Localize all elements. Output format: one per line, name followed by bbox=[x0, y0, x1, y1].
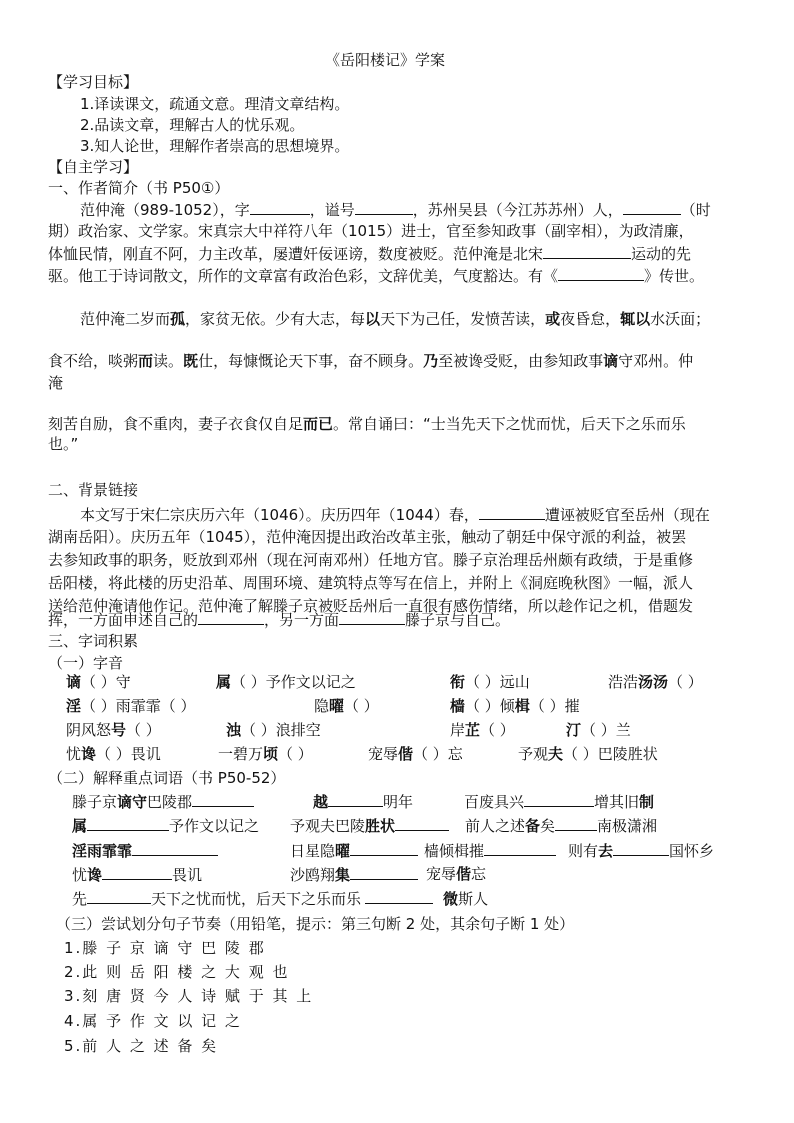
author-line-3: 体恤民情，刚直不阿，力主改革，屡遭奸佞诬谤，数度被贬。范仲淹是北宋 运动的先 bbox=[48, 245, 692, 263]
pron-item: 浩浩汤汤（ ） bbox=[608, 673, 703, 691]
pron-item: 属（ ）予作文以记之 bbox=[216, 673, 356, 691]
pron-item: 衔（ ）远山 bbox=[450, 673, 530, 691]
pronunciation-heading: （一）字音 bbox=[48, 654, 124, 672]
background-line-1: 本文写于宋仁宗庆历六年（1046）。庆历四年（1044）春， 遭诬被贬官至岳州（现在 bbox=[80, 506, 710, 524]
blank-movement[interactable] bbox=[543, 243, 631, 259]
vocab-item: 越 明年 bbox=[313, 793, 414, 811]
rhythm-item: 1.滕 子 京 谪 守 巴 陵 郡 bbox=[64, 939, 266, 957]
rhythm-heading: （三）尝试划分句子节奏（用铅笔，提示：第三句断 2 处，其余句子断 1 处） bbox=[56, 915, 575, 933]
rhythm-item: 3.刻 唐 贤 今 人 诗 赋 于 其 上 bbox=[64, 987, 314, 1005]
author-line-4: 驱。他工于诗词散文，所作的文章富有政治色彩，文辞优美，气度豁达。有《 》传世。 bbox=[48, 267, 705, 285]
goals-heading: 【学习目标】 bbox=[48, 73, 139, 91]
story-line-5: 也。” bbox=[48, 435, 79, 453]
section1-heading: 一、作者简介（书 P50①） bbox=[48, 179, 230, 197]
pron-item: 岸芷（ ） bbox=[450, 721, 515, 739]
blank-courtesy-name[interactable] bbox=[250, 199, 310, 215]
story-line-2: 食不给，啖粥而读。既仕，每慷慨论天下事，奋不顾身。乃至被谗受贬，由参知政事谪守邓州。仲 bbox=[48, 352, 694, 370]
pron-item: 淫（ ）雨霏霏（ ） bbox=[66, 697, 196, 715]
vocab-item: 滕子京谪守巴陵郡 bbox=[72, 791, 254, 812]
blank-vocab[interactable] bbox=[102, 864, 172, 880]
blank-vocab[interactable] bbox=[524, 791, 594, 807]
goal-item: 1.译读课文，疏通文意。理清文章结构。 bbox=[80, 95, 350, 113]
rhythm-item: 4.属 予 作 文 以 记 之 bbox=[64, 1012, 242, 1030]
section3-heading: 三、字词积累 bbox=[48, 632, 139, 650]
vocab-item: 百废具兴 增其旧制 bbox=[464, 793, 655, 811]
self-study-heading: 【自主学习】 bbox=[48, 158, 139, 176]
blank-vocab[interactable] bbox=[350, 840, 418, 856]
vocab-item: 宠辱偕忘 bbox=[426, 865, 487, 883]
page-title: 《岳阳楼记》学案 bbox=[325, 51, 446, 69]
rhythm-item: 5.前 人 之 述 备 矣 bbox=[64, 1037, 219, 1055]
blank-aspiration[interactable] bbox=[198, 609, 264, 625]
blank-vocab[interactable] bbox=[87, 815, 169, 831]
goal-item: 2.品读文章，理解古人的忧乐观。 bbox=[80, 116, 305, 134]
story-line-1: 范仲淹二岁而孤，家贫无依。少有大志，每以天下为己任，发愤苦读，或夜昏怠，辄以水沃面； bbox=[80, 310, 711, 328]
vocab-item: 先 天下之忧而忧，后天下之乐而乐 微斯人 bbox=[72, 890, 489, 908]
pron-item: 阴风怒号（ ） bbox=[66, 721, 161, 739]
vocab-item: 属 予作文以记之 bbox=[72, 817, 260, 835]
story-line-4: 刻苦自励，食不重肉，妻子衣食仅自足而已。常自诵曰：“士当先天下之忧而忧，后天下之乐而乐 bbox=[48, 415, 686, 433]
goal-item: 3.知人论世，理解作者崇高的思想境界。 bbox=[80, 137, 350, 155]
blank-vocab[interactable] bbox=[365, 888, 433, 904]
pron-item: 谪（ ）守 bbox=[66, 673, 131, 691]
author-line-2: 期）政治家、文学家。宋真宗大中祥符八年（1015）进士，官至参知政事（副宰相），为政清廉， bbox=[48, 222, 694, 240]
vocab-heading: （二）解释重点词语（书 P50-52） bbox=[48, 769, 286, 787]
blank-vocab[interactable] bbox=[87, 888, 151, 904]
vocab-item: 予观夫巴陵胜状 bbox=[290, 815, 449, 836]
blank-vocab[interactable] bbox=[328, 791, 383, 807]
blank-work-title[interactable] bbox=[558, 265, 644, 281]
blank-posthumous-name[interactable] bbox=[355, 199, 413, 215]
story-line-3: 淹 bbox=[48, 374, 64, 392]
pron-item: 予观夫（ ）巴陵胜状 bbox=[518, 745, 658, 763]
author-line-1: 范仲淹（989-1052），字 ，谥号 ，苏州吴县（今江苏苏州）人， （时 bbox=[80, 201, 711, 219]
vocab-item: 则有去 国怀乡 bbox=[568, 842, 715, 860]
blank-vocab[interactable] bbox=[395, 815, 449, 831]
vocab-item: 沙鸥翔集 bbox=[290, 864, 418, 885]
blank-vocab[interactable] bbox=[484, 840, 556, 856]
blank-vocab[interactable] bbox=[555, 815, 597, 831]
blank-action[interactable] bbox=[339, 609, 405, 625]
blank-vocab[interactable] bbox=[613, 840, 669, 856]
blank-vocab[interactable] bbox=[132, 840, 218, 856]
background-line-2: 湖南岳阳）。庆历五年（1045），范仲淹因提出政治改革主张，触动了朝廷中保守派的利益，被罢 bbox=[48, 528, 687, 546]
background-line-4: 岳阳楼，将此楼的历史沿革、周围环境、建筑特点等写在信上，并附上《洞庭晚秋图》一幅，派人 bbox=[48, 574, 694, 592]
pron-item: 忧谗（ ）畏讥 bbox=[66, 745, 161, 763]
pron-item: 隐曜（ ） bbox=[314, 697, 379, 715]
pron-item: 汀（ ）兰 bbox=[566, 721, 631, 739]
vocab-item: 淫雨霏霏 bbox=[72, 840, 218, 861]
background-line-3: 去参知政事的职务，贬放到邓州（现在河南邓州）任地方官。滕子京治理岳州颇有政绩，于是重修 bbox=[48, 551, 694, 569]
blank-person[interactable] bbox=[479, 504, 545, 520]
blank-vocab[interactable] bbox=[350, 864, 418, 880]
vocab-item: 樯倾楫摧 bbox=[424, 840, 556, 861]
rhythm-item: 2.此 则 岳 阳 楼 之 大 观 也 bbox=[64, 963, 290, 981]
vocab-item: 忧谗 畏讥 bbox=[72, 866, 203, 884]
background-line-6: 挥，一方面申述自己的 ，另一方面 滕子京与自己。 bbox=[48, 611, 511, 629]
pron-item: 宠辱偕（ ）忘 bbox=[368, 745, 463, 763]
blank-era[interactable] bbox=[623, 199, 681, 215]
vocab-item: 日星隐曜 bbox=[290, 840, 418, 861]
vocab-item: 前人之述备矣 南极潇湘 bbox=[465, 817, 658, 835]
blank-vocab[interactable] bbox=[192, 791, 254, 807]
background-line-5: 送给范仲淹请他作记。范仲淹了解滕子京被贬岳州后一直很有感伤情绪，所以趁作记之机，借题发 bbox=[48, 597, 694, 615]
pron-item: 浊（ ）浪排空 bbox=[226, 721, 321, 739]
section2-heading: 二、背景链接 bbox=[48, 481, 139, 499]
pron-item: 樯（ ）倾楫（ ）摧 bbox=[450, 697, 580, 715]
pron-item: 一碧万顷（ ） bbox=[218, 745, 313, 763]
